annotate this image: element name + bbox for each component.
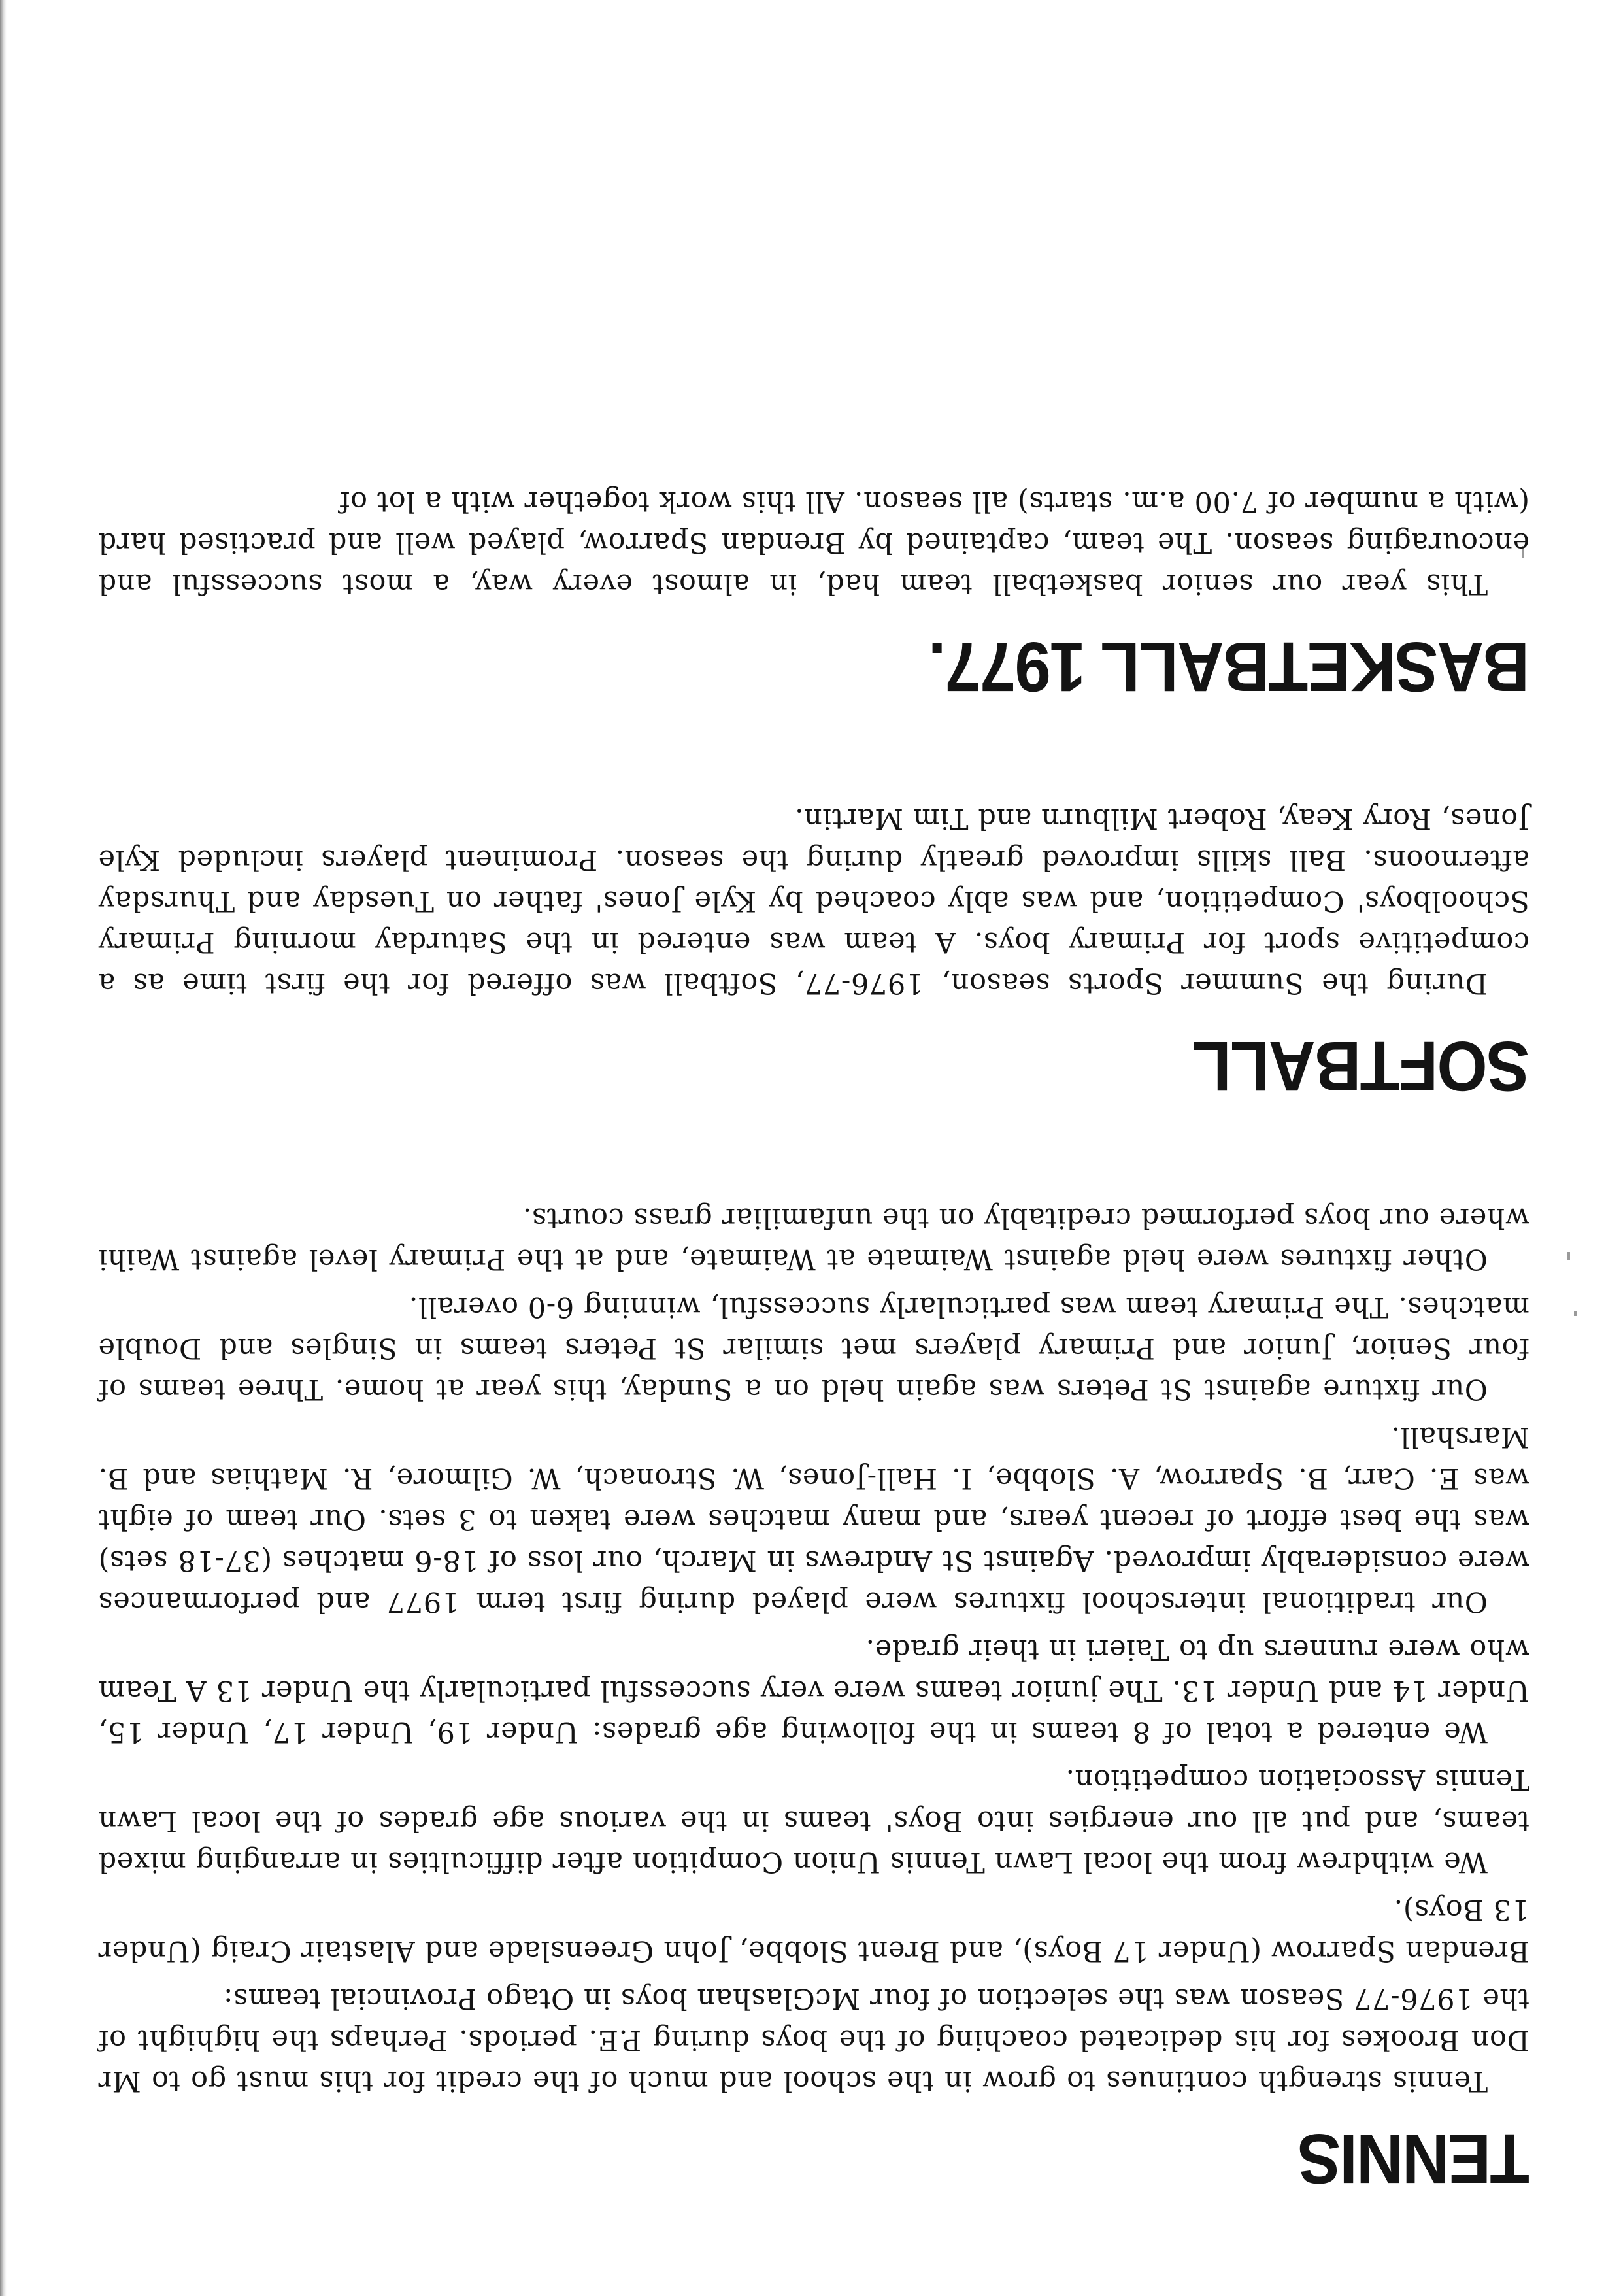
tennis-paragraph: Other fixtures were held against Waimate at Waimate, and at the Primary level against Waihi where our boys performed creditably on the unfamiliar grass courts. [98, 1202, 1529, 1275]
page-content [98, 474, 1529, 2198]
basketball-heading: BASKETBALL 1977. [929, 628, 1529, 707]
softball-heading: SOFTBALL [1192, 1027, 1529, 1106]
tennis-paragraph: Tennis strength continues to grow in the school and much of the credit for this must go to Mr Don Brookes for his dedicated coaching of the boys during P.E. periods. Perhaps the highight of the 1976-77 Season was the selection of four McGlashan boys in Otago Provincial teams: [98, 1982, 1529, 2097]
tennis-heading: TENNIS [1298, 2119, 1529, 2199]
basketball-paragraph: This year our senior basketball team had, in almost every way, a most successful and encouraging season. The team, captained by Brendan Sparrow, played well and practised hard (with a number of 7.00 a.m. starts) all season. All this work together with a lot of [98, 485, 1529, 600]
tennis-paragraph: We entered a total of 8 teams in the following age grades: Under 19, Under 17, Under 15, Under 14 and Under 13. The junior teams were very successful particularly the Under 13 A Team who were runners up to Taieri in their grade. [98, 1633, 1529, 1748]
softball-paragraph: During the Summer Sports season, 1976-77, Softball was offered for the first time as a competitive sport for Primary boys. A team was entered in the Saturday morning Primary Schoolboys' Competition, and was ably coached by Kyle Jones' father on Tuesday and Thursday afternoons. Ball skills improved greatly during the season. Prominent players included Kyle Jones, Rory Keay, Robert Milburn and Tim Martin. [98, 802, 1529, 1000]
tennis-paragraph: Brendan Sparrow (Under 17 Boys), and Brent Slobbe, John Greenslade and Alastair Craig (Under 13 Boys). [98, 1893, 1529, 1967]
tennis-paragraph: We withdrew from the local Lawn Tennis Union Compition after difficulties in arranging mixed teams, and put all our energies into Boys' teams in the various age grades of the local Lawn Tennis Association competition. [98, 1763, 1529, 1878]
tennis-paragraph: Our traditional interschool fixtures were played during first term 1977 and performances were considerably improved. Against St Andrews in March, our loss of 18-6 matches (37-18 sets) was the best effort of recent years, and many matches were taken to 3 sets. Our team of eight was E. Carr, B. Sparrow, A. Slobbe, I. Hall-Jones, W. Stronach, W. Gilmore, R. Mathias and B. Marshall. [98, 1421, 1529, 1618]
tennis-paragraph: Our fixture against St Peters was again held on a Sunday, this year at home. Three teams of four Senior, Junior and Primary players met similar St Peters teams in Singles and Double matches. The Primary team was particularly successful, winning 6-0 overall. [98, 1291, 1529, 1406]
